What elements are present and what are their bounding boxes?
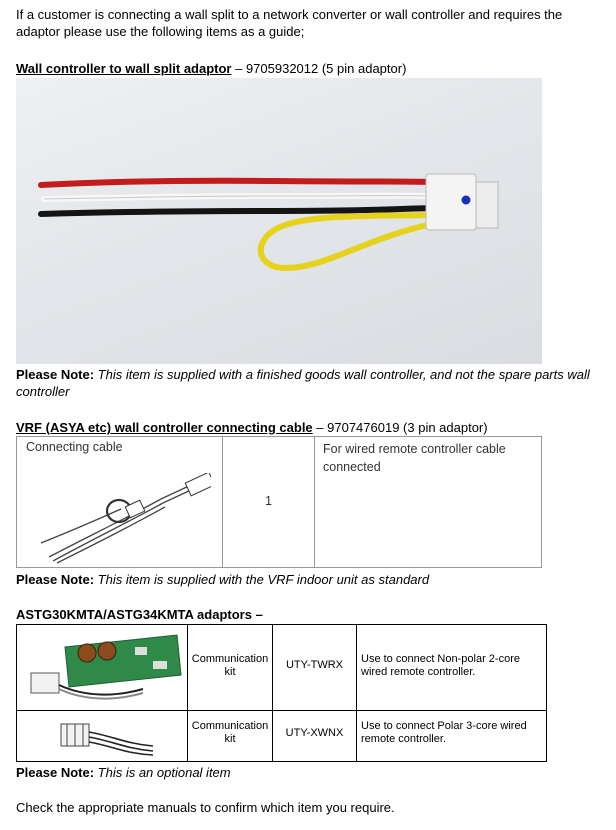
intro-paragraph: [16, 6, 612, 40]
section1-heading: [16, 60, 612, 77]
section1-note-label: Please Note:: [16, 367, 95, 382]
section1-note-text-cont: controller: [16, 384, 70, 399]
vrf-table-qty-cell: [223, 437, 315, 567]
row1-name-line-1: Communication: [191, 653, 269, 665]
vrf-table-item-cell: [17, 437, 223, 567]
row2-desc-line-1: Use to connect Polar 3-core wired: [361, 720, 527, 732]
section3-note: [16, 764, 612, 781]
astg-row2-model-cell: [273, 711, 357, 761]
astg-row2-name-cell: [188, 711, 273, 761]
section3-heading-part: –: [251, 607, 263, 622]
astg-row1-desc-cell: [357, 625, 546, 710]
vrf-description-line-2: connected: [323, 460, 381, 474]
vrf-table-desc-cell: [315, 437, 541, 567]
astg-row1-name-cell: [188, 625, 273, 710]
vrf-item-name: Connecting cable: [26, 440, 123, 454]
astg-row2-desc-cell: [357, 711, 546, 761]
vrf-description-line-1: For wired remote controller cable: [323, 442, 506, 456]
section2-note: [16, 571, 612, 588]
table-row: [17, 711, 546, 761]
astg-row2-image-cell: [17, 711, 188, 761]
intro-line-1: If a customer is connecting a wall split to a network converter or wall controller and requires the: [16, 7, 563, 22]
section3-heading-title: ASTG30KMTA/ASTG34KMTA adaptors: [16, 607, 252, 622]
connector-cable-icon: [57, 716, 157, 756]
row1-desc-line-1: Use to connect Non-polar 2-core: [361, 653, 520, 665]
communication-kit-pcb-icon: [25, 631, 185, 705]
row1-name-line-2: kit: [224, 666, 236, 678]
vrf-parts-table: [16, 436, 542, 568]
section2-note-text: This item is supplied with the VRF indoor unit as standard: [94, 572, 430, 587]
section3-note-label: Please Note:: [16, 765, 95, 780]
section3-note-text: This is an optional item: [94, 765, 231, 780]
row1-model: UTY-TWRX: [285, 659, 344, 671]
row2-model: UTY-XWNX: [285, 727, 344, 739]
astg-row1-image-cell: [17, 625, 188, 710]
cable-adaptor-photo: [16, 78, 542, 364]
section1-note: [16, 366, 612, 400]
intro-line-2: adaptor please use the following items as a guide;: [16, 24, 305, 39]
row2-name-line-2: kit: [224, 733, 236, 745]
astg-row1-model-cell: [273, 625, 357, 710]
row2-name-line-1: Communication: [191, 720, 269, 732]
row2-desc-line-2: remote controller.: [361, 733, 446, 745]
cable-adaptor-photo-icon: [16, 78, 542, 364]
section2-heading-title: VRF (ASYA etc) wall controller connecting cable: [16, 420, 313, 435]
section2-heading-part: – 9707476019 (3 pin adaptor): [312, 420, 488, 435]
section1-heading-part: – 9705932012 (5 pin adaptor): [231, 61, 407, 76]
section1-note-text: This item is supplied with a finished goods wall controller, and not the spare parts wall: [94, 367, 590, 382]
section2-note-label: Please Note:: [16, 572, 95, 587]
section2-heading: [16, 419, 612, 436]
row1-desc-line-2: wired remote controller.: [361, 666, 476, 678]
connecting-cable-icon: [41, 473, 211, 565]
vrf-quantity: 1: [265, 494, 272, 508]
section3-heading: [16, 606, 612, 623]
footer-text: Check the appropriate manuals to confirm which item you require.: [16, 800, 395, 815]
section1-heading-title: Wall controller to wall split adaptor: [16, 61, 232, 76]
astg-adaptors-table: [16, 624, 547, 762]
table-row: [17, 625, 546, 711]
